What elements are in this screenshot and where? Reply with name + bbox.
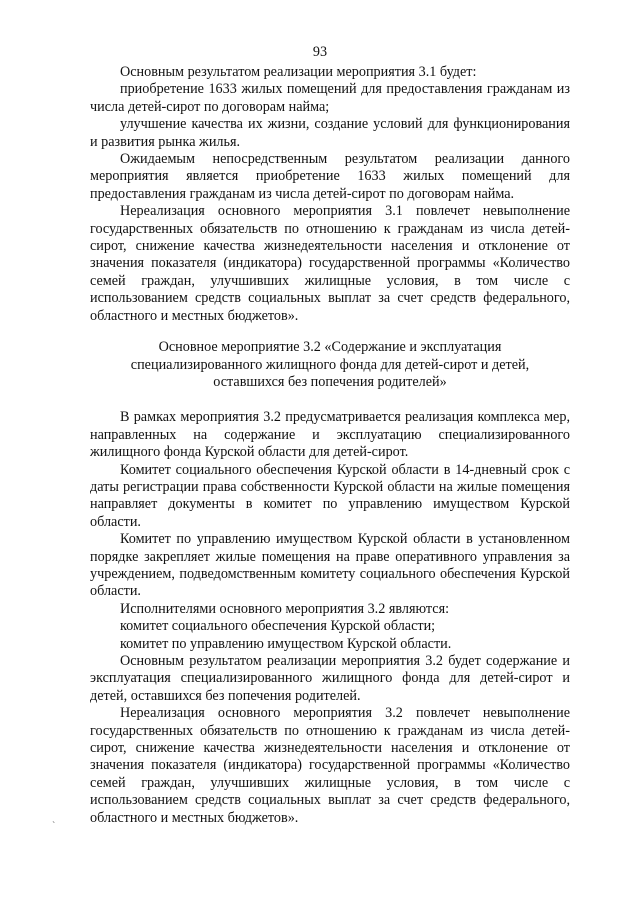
paragraph-nonimplementation-3-1: Нереализация основного мероприятия 3.1 повлечет невыполнение государственных обязательств по отношению к гражданам из числа детей-сирот, снижение качества жизнедеятельности населения и отклонение от значения показателя (индикатора) государственной программы «Количество семей граждан, улучшивших жилищные условия, в том числе с использованием средств социальных выплат за счет средств федерального, областного и местных бюджетов». — [90, 203, 570, 324]
section-heading-3-2 — [90, 339, 570, 391]
paragraph-executor-social: комитет социального обеспечения Курской области; — [120, 618, 436, 635]
paragraph-result-3-1-quality: улучшение качества их жизни, создание условий для функционирования и развития рынка жилья. — [90, 116, 570, 150]
paragraph-measure-3-2-scope: В рамках мероприятия 3.2 предусматривается реализация комплекса мер, направленных на содержание и эксплуатацию специализированного жилищного фонда Курской области для детей-сирот. — [90, 409, 570, 461]
paragraph-result-3-1-intro: Основным результатом реализации мероприятия 3.1 будет: — [120, 64, 477, 80]
paragraph-executors-intro: Исполнителями основного мероприятия 3.2 являются: — [120, 600, 450, 617]
paragraph-nonimplementation-3-2: Нереализация основного мероприятия 3.2 повлечет невыполнение государственных обязательств по отношению к гражданам из числа детей-сирот, снижение качества жизнедеятельности населения и отклонение от значения показателя (индикатора) государственной программы «Количество семей граждан, улучшивших жилищные условия, в том числе с использованием средств социальных выплат за счет средств федерального, областного и местных бюджетов». — [90, 705, 570, 826]
page-number: 93 — [312, 44, 328, 60]
section-heading-line: Основное мероприятие 3.2 «Содержание и эксплуатация — [158, 339, 502, 356]
paragraph-expected-result-3-1: Ожидаемым непосредственным результатом реализации данного мероприятия является приобретение 1633 жилых помещений для предоставления гражданам из числа детей-сирот по договорам найма. — [90, 151, 570, 202]
paragraph-committee-social: Комитет социального обеспечения Курской области в 14-дневный срок с даты регистрации права собственности Курской области на жилые помещения направляет документы в комитет по управлению имуществом Курской области. — [90, 461, 570, 530]
paragraph-result-3-2: Основным результатом реализации мероприятия 3.2 будет содержание и эксплуатация специализированного жилищного фонда для детей-сирот и детей, оставшихся без попечения родителей. — [90, 653, 570, 704]
page-content — [90, 64, 570, 827]
paragraph-committee-property: Комитет по управлению имуществом Курской области в установленном порядке закрепляет жилые помещения на праве оперативного управления за учреждением, подведомственным комитету социального обеспечения Курской области. — [90, 531, 570, 600]
paragraph-result-3-1-acquisition: приобретение 1633 жилых помещений для предоставления гражданам из числа детей-сирот по договорам найма; — [90, 81, 570, 115]
section-heading-line: оставшихся без попечения родителей» — [213, 373, 447, 390]
section-heading-line: специализированного жилищного фонда для детей-сирот и детей, — [130, 356, 530, 373]
paragraph-executor-property: комитет по управлению имуществом Курской области. — [120, 635, 452, 652]
stray-mark: ` — [52, 821, 56, 832]
